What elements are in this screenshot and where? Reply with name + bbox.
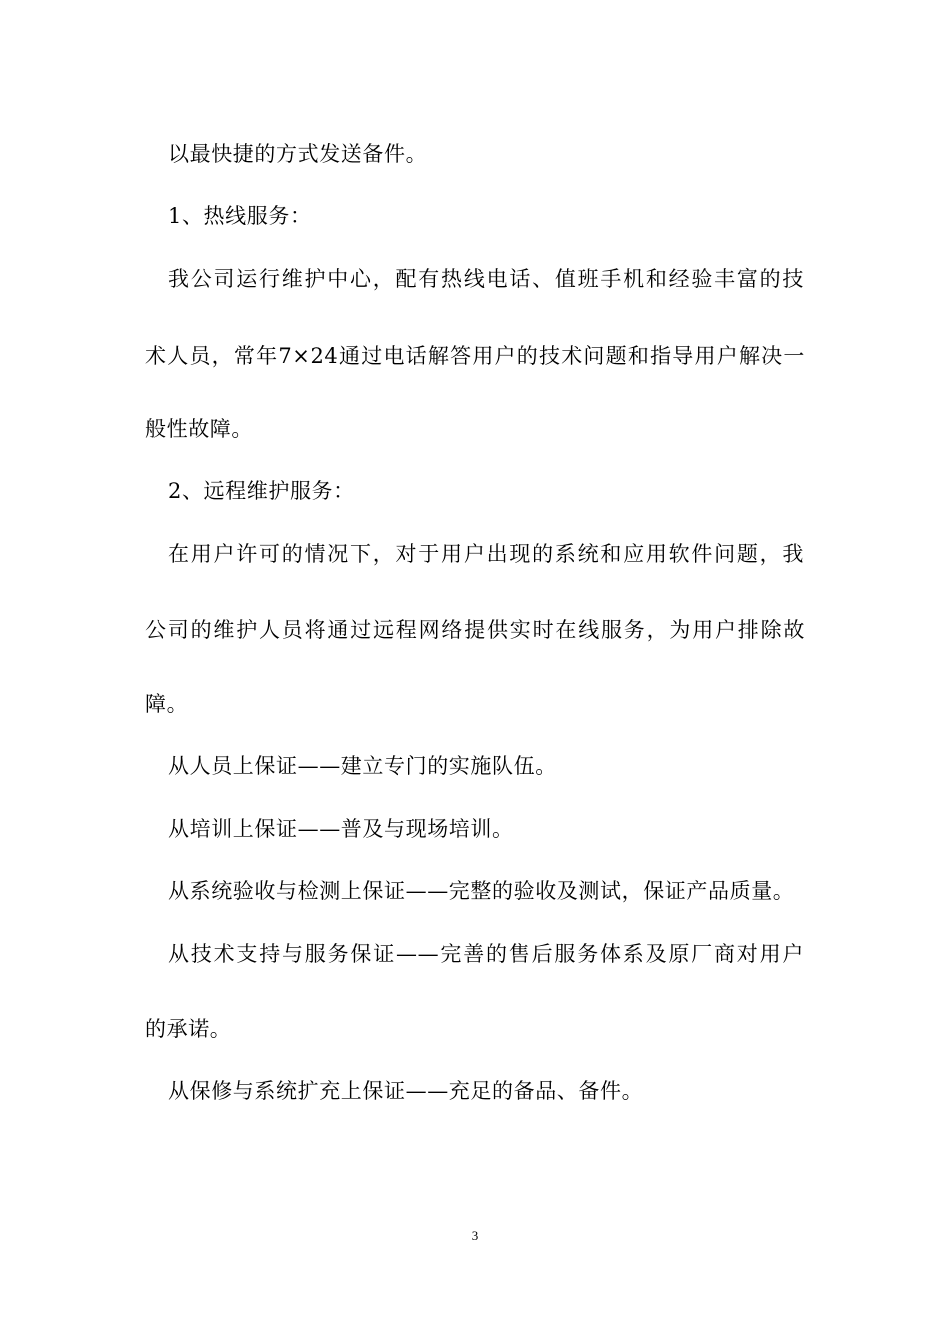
paragraph-line: 以最快捷的方式发送备件。	[168, 142, 428, 166]
section-heading-remote: 2、远程维护服务：	[168, 479, 355, 503]
paragraph-line: 障。	[145, 692, 189, 716]
paragraph-line: 从系统验收与检测上保证——完整的验收及测试，保证产品质量。	[168, 879, 795, 903]
paragraph-line: 公司的维护人员将通过远程网络提供实时在线服务，为用户排除故	[145, 618, 805, 642]
paragraph-line: 从保修与系统扩充上保证——充足的备品、备件。	[168, 1079, 644, 1103]
paragraph-line: 我公司运行维护中心，配有热线电话、值班手机和经验丰富的技	[168, 267, 804, 291]
paragraph-line: 从技术支持与服务保证——完善的售后服务体系及原厂商对用户	[168, 942, 804, 966]
section-heading-hotline: 1、热线服务：	[168, 204, 312, 228]
paragraph-line: 从培训上保证——普及与现场培训。	[168, 817, 514, 841]
paragraph-line: 术人员，常年7×24通过电话解答用户的技术问题和指导用户解决一	[145, 344, 805, 368]
page-number: 3	[471, 1228, 479, 1243]
paragraph-line: 从人员上保证——建立专门的实施队伍。	[168, 754, 557, 778]
paragraph-line: 在用户许可的情况下，对于用户出现的系统和应用软件问题，我	[168, 542, 804, 566]
paragraph-line: 般性故障。	[145, 417, 253, 441]
paragraph-line: 的承诺。	[145, 1017, 232, 1041]
